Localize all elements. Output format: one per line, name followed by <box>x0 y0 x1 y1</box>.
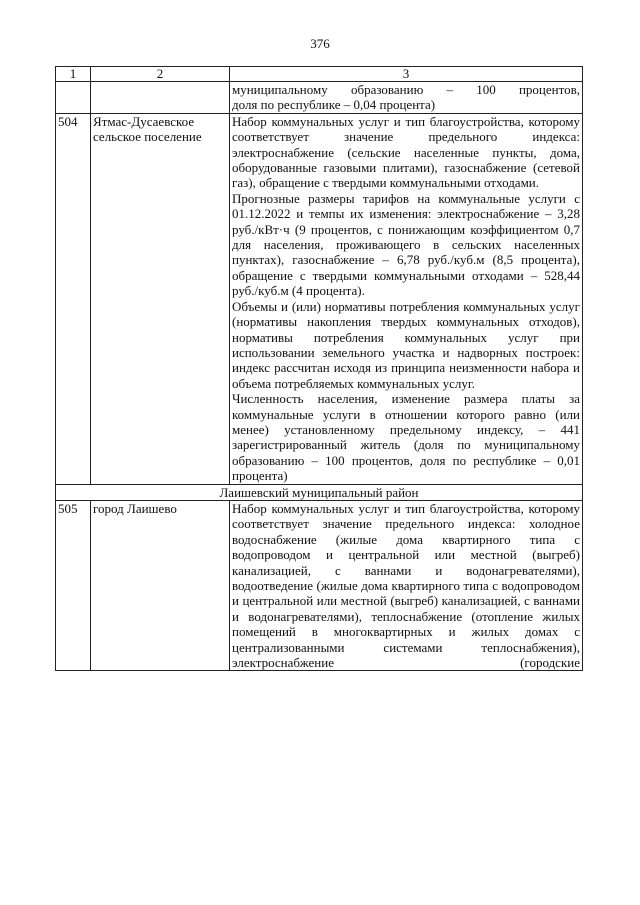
description-paragraph: Набор коммунальных услуг и тип благоустройства, которому соответствует значение предельного индекса: электроснабжение (сельские населенные пункты, дома, оборудованные газовыми плитами), газоснабжение (сетевой газ), обращение с твердыми коммунальными отходами. <box>232 113 580 191</box>
description-paragraph: Прогнозные размеры тарифов на коммунальные услуги с 01.12.2022 и темпы их изменения: электроснабжение – 3,28 руб./кВт·ч (9 процентов, с понижающим коэффициентом 0,7 для населения, проживающего в сельских населенных пунктах), газоснабжение – 6,78 руб./куб.м (8,5 процента), обращение с твердыми коммунальными отходами – 528,44 руб./куб.м (4 процента). <box>232 190 580 299</box>
continuation-line-2: доля по республике – 0,04 процента) <box>232 97 436 113</box>
table-header-row <box>56 67 583 82</box>
description-paragraph: Набор коммунальных услуг и тип благоустройства, которому соответствует значение предельного индекса: холодное водоснабжение (жилые дома квартирного типа с водопроводом и центральной или местной (выгреб) канализацией, с ваннами и водонагревателями), водоотведение (жилые дома квартирного типа с водопроводом и центральной или местной (выгреб) канализацией, с ваннами и водонагревателями), теплоснабжение (отопление жилых помещений в многоквартирных и жилых домах с централизованными системами теплоснабжения), электроснабжение (городские <box>232 500 580 671</box>
table-row-505 <box>56 500 583 670</box>
settlement-name <box>91 113 230 484</box>
settlement-name-line: сельское поселение <box>93 129 202 145</box>
settlement-name-line: город Лаишево <box>93 500 177 516</box>
description-paragraph: Объемы и (или) нормативы потребления коммунальных услуг (нормативы накопления твердых коммунальных отходов), нормативы потребления коммунальных услуг при использовании земельного участка и надворных построек: индекс рассчитан исходя из принципа неизменности набора и объема потребляемых коммунальных услуг. <box>232 298 580 391</box>
continuation-line-1: муниципальному образованию – 100 процентов, <box>232 82 580 97</box>
table-row-district <box>56 484 583 500</box>
district-name: Лаишевский муниципальный район <box>56 484 583 500</box>
row-number: 505 <box>56 500 91 670</box>
header-col-2: 2 <box>91 67 230 82</box>
header-col-1: 1 <box>56 67 91 82</box>
settlement-name <box>91 500 230 670</box>
settlement-name-line: Ятмас-Дусаевское <box>93 113 195 129</box>
tariff-table <box>55 66 583 671</box>
table-row-continuation <box>56 82 583 114</box>
page-number: 376 <box>310 36 330 51</box>
description-paragraph: Численность населения, изменение размера платы за коммунальные услуги в отношении которого равно (или менее) установленному предельному индексу, – 441 зарегистрированный житель (доля по муниципальному образованию – 100 процентов, доля по республике – 0,01 процента) <box>232 391 580 484</box>
row-number: 504 <box>56 113 91 484</box>
header-col-3: 3 <box>230 67 583 82</box>
row-description <box>230 113 583 484</box>
row-description <box>230 500 583 670</box>
continuation-text <box>230 82 583 114</box>
table-row-504 <box>56 113 583 484</box>
